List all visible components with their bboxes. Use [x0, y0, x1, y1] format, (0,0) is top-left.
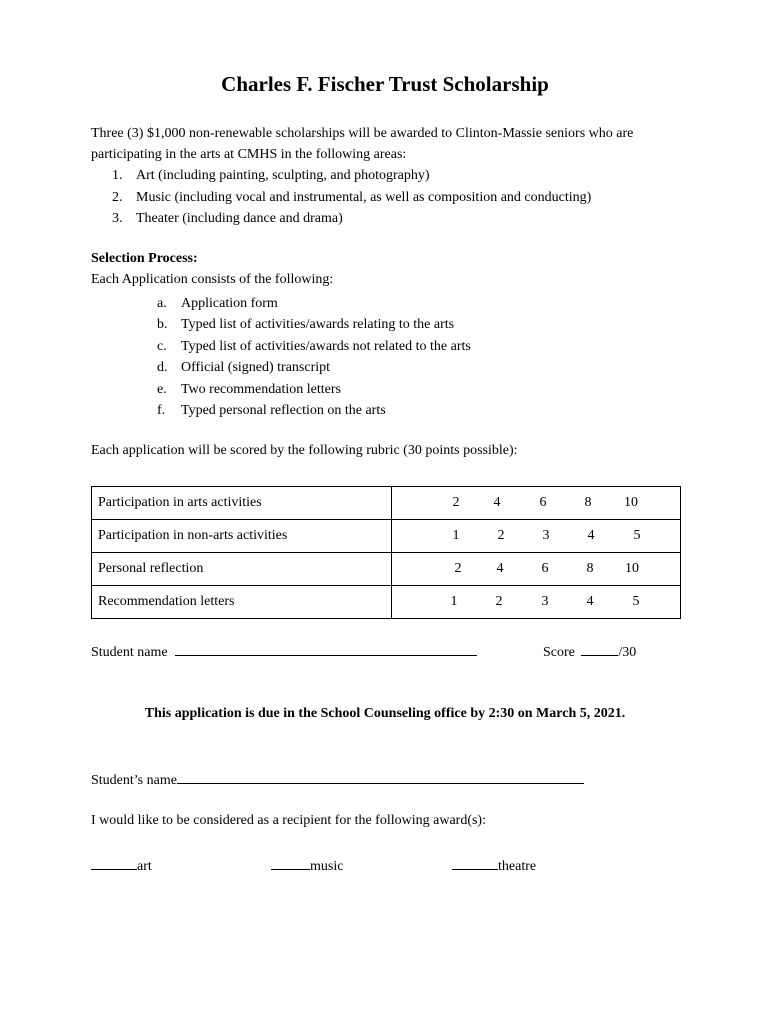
score-value: 1	[450, 594, 458, 609]
score-value: 2	[452, 495, 460, 510]
student-name-row-2	[91, 769, 584, 789]
list-item: e. Two recommendation letters	[157, 381, 341, 397]
rubric-scores	[392, 553, 681, 586]
table-row	[92, 586, 681, 619]
list-item: a. Application form	[157, 296, 278, 311]
art-checkbox-line[interactable]	[91, 855, 137, 870]
score-value: 2	[454, 561, 462, 576]
rubric-scores	[392, 586, 681, 619]
rubric-scores	[392, 487, 681, 520]
score-value: 8	[586, 561, 594, 576]
theatre-checkbox-line[interactable]	[452, 855, 498, 870]
rubric-intro: Each application will be scored by the following rubric (30 points possible):	[91, 443, 518, 458]
score-value: 4	[587, 528, 595, 543]
table-row	[92, 487, 681, 520]
intro-paragraph: Three (3) $1,000 non-renewable scholarships will be awarded to Clinton-Massie seniors who are participating in the arts at CMHS in the following areas:	[91, 126, 634, 162]
list-item: f. Typed personal reflection on the arts	[157, 403, 386, 419]
score-label: Score	[543, 645, 575, 660]
list-item: b. Typed list of activities/awards relating to the arts	[157, 317, 455, 333]
student-name-field[interactable]	[177, 769, 584, 784]
due-notice: This application is due in the School Counseling office by 2:30 on March 5, 2021.	[144, 706, 626, 721]
award-label: theatre	[498, 859, 537, 874]
list-item: 1. Art (including painting, sculpting, and photography)	[112, 168, 430, 183]
requirements-list	[157, 293, 471, 421]
award-prompt: I would like to be considered as a recipient for the following award(s):	[91, 813, 486, 828]
award-label: music	[310, 859, 344, 874]
rubric-scores	[392, 520, 681, 553]
table-row	[92, 553, 681, 586]
table-row	[92, 520, 681, 553]
score-value: 4	[493, 495, 501, 510]
score-value: 8	[584, 495, 592, 510]
award-option-theatre	[452, 855, 536, 875]
award-option-art	[91, 855, 152, 875]
score-value: 6	[539, 495, 547, 510]
rubric-criterion: Participation in non-arts activities	[92, 520, 392, 553]
score-row	[543, 641, 636, 661]
score-value: 6	[541, 561, 549, 576]
score-value: 10	[625, 561, 639, 576]
rubric-table	[91, 486, 681, 619]
selection-lead: Each Application consists of the following:	[91, 272, 334, 287]
page-title: Charles F. Fischer Trust Scholarship	[221, 72, 549, 96]
list-item: 2. Music (including vocal and instrumental, as well as composition and conducting)	[112, 189, 592, 205]
score-total: /30	[618, 645, 637, 660]
student-name-label: Student name	[91, 645, 168, 660]
score-value: 2	[497, 528, 505, 543]
score-value: 4	[496, 561, 504, 576]
selection-heading: Selection Process:	[91, 251, 198, 266]
score-value: 5	[632, 594, 640, 609]
list-item: d. Official (signed) transcript	[157, 360, 331, 376]
score-value: 3	[542, 528, 550, 543]
score-value: 10	[624, 495, 638, 510]
score-value: 2	[495, 594, 503, 609]
score-value: 4	[586, 594, 594, 609]
award-label: art	[137, 859, 152, 874]
student-name-label: Student’s name	[91, 773, 177, 788]
student-name-field[interactable]	[175, 641, 477, 656]
student-name-row	[91, 641, 477, 661]
music-checkbox-line[interactable]	[271, 855, 310, 870]
list-item: 3. Theater (including dance and drama)	[112, 211, 343, 226]
list-item: c. Typed list of activities/awards not related to the arts	[157, 338, 471, 354]
score-value: 5	[633, 528, 641, 543]
rubric-criterion: Personal reflection	[92, 553, 392, 586]
score-value: 1	[452, 528, 460, 543]
rubric-criterion: Participation in arts activities	[92, 487, 392, 520]
score-field[interactable]	[581, 641, 618, 656]
rubric-criterion: Recommendation letters	[92, 586, 392, 619]
score-value: 3	[541, 594, 549, 609]
award-option-music	[271, 855, 343, 875]
areas-list	[112, 165, 591, 230]
